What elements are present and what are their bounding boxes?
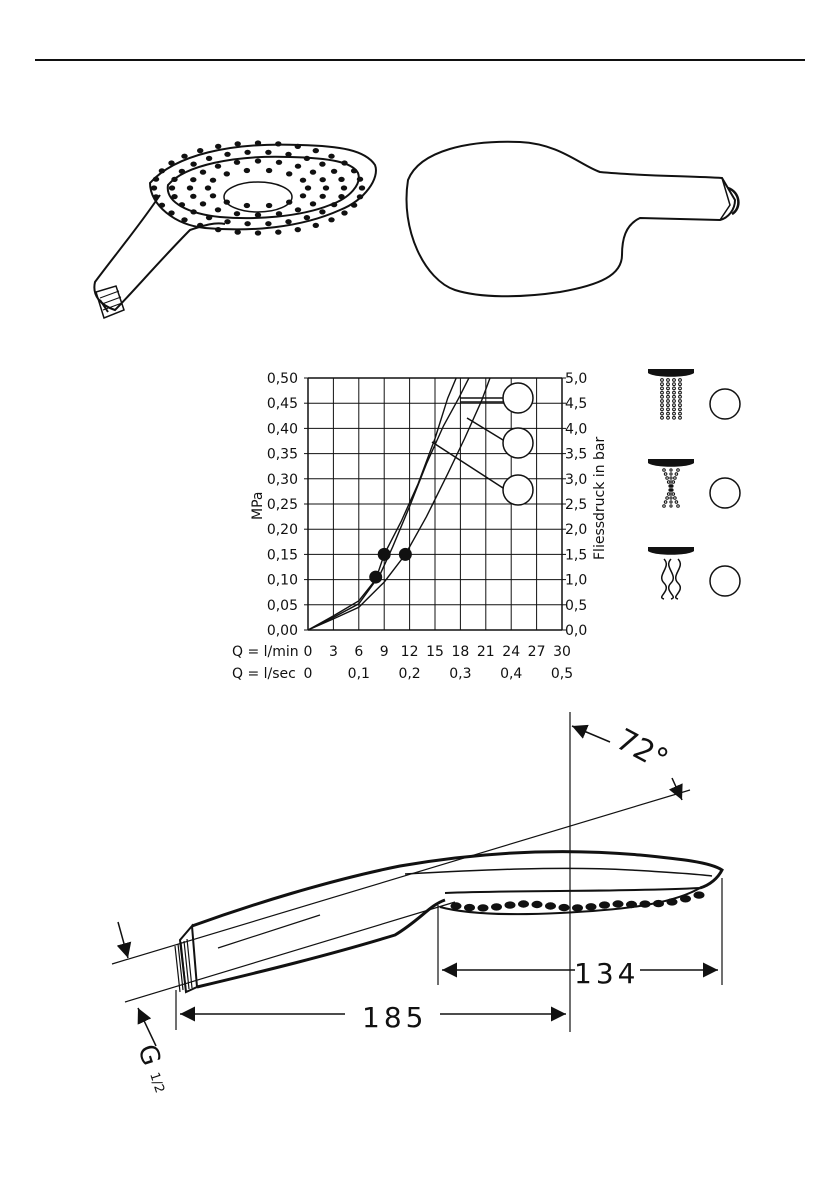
operating-point-marker bbox=[378, 548, 391, 561]
y-left-tick-label: 0,15 bbox=[266, 547, 298, 564]
y-right-tick-label: 4,5 bbox=[565, 396, 588, 413]
hand-shower-back-view bbox=[406, 142, 738, 297]
x2-tick-label: 0,4 bbox=[500, 666, 523, 682]
callout-circle-2 bbox=[503, 428, 533, 458]
x2-tick-label: 0,3 bbox=[449, 666, 472, 682]
dimension-185: 185 bbox=[362, 1001, 428, 1034]
x-tick-label: 9 bbox=[379, 644, 389, 660]
angle-label: 72° bbox=[610, 722, 674, 779]
spray-circle-1 bbox=[710, 389, 740, 419]
y-right-tick-label: 0,0 bbox=[565, 623, 588, 639]
x-tick-label: 30 bbox=[553, 644, 571, 660]
x2-tick-label: 0 bbox=[303, 666, 313, 682]
massage-spray-icon bbox=[648, 547, 694, 599]
x2-tick-label: 0,2 bbox=[398, 666, 421, 682]
spray-circle-2 bbox=[710, 478, 740, 508]
y-right-tick-label: 0,5 bbox=[565, 597, 588, 614]
x-tick-labels bbox=[304, 644, 571, 660]
nozzle-pattern bbox=[151, 140, 365, 235]
y-right-tick-labels bbox=[565, 371, 587, 639]
x-tick-label: 24 bbox=[502, 644, 521, 660]
y-right-tick-label: 5,0 bbox=[565, 371, 588, 387]
y-left-tick-label: 0,00 bbox=[266, 623, 298, 639]
y-left-tick-label: 0,45 bbox=[266, 396, 298, 413]
y-right-tick-label: 2,5 bbox=[565, 497, 588, 513]
x-tick-label: 3 bbox=[328, 644, 338, 660]
y-left-tick-labels bbox=[267, 371, 298, 639]
spray-circle-3 bbox=[710, 566, 740, 596]
callout-circle-3 bbox=[503, 475, 533, 505]
x-axis-label: Q = l/min bbox=[232, 644, 299, 660]
x2-axis-label: Q = l/sec bbox=[232, 666, 296, 682]
chart-grid bbox=[304, 378, 566, 630]
operating-point-marker bbox=[369, 571, 382, 584]
callout-leaders bbox=[432, 398, 503, 488]
dimension-134: 134 bbox=[574, 957, 640, 990]
y-left-tick-label: 0,35 bbox=[266, 446, 298, 463]
x-tick-label: 6 bbox=[354, 644, 364, 660]
y-left-tick-label: 0,30 bbox=[266, 471, 298, 488]
callout-circle-1 bbox=[503, 383, 533, 413]
x-tick-label: 0 bbox=[303, 644, 313, 660]
center-disc bbox=[224, 182, 292, 212]
x-tick-label: 15 bbox=[426, 644, 444, 660]
y-left-tick-label: 0,05 bbox=[266, 597, 298, 614]
y-right-axis-label: Fliessdruck in bar bbox=[592, 436, 608, 560]
y-left-tick-label: 0,40 bbox=[266, 421, 298, 438]
thread-size-label: 1/2 bbox=[146, 1070, 167, 1096]
y-right-tick-label: 4,0 bbox=[565, 421, 588, 438]
crossed-spray-icon bbox=[648, 459, 694, 507]
y-right-tick-label: 3,0 bbox=[565, 471, 588, 488]
rain-spray-icon bbox=[648, 369, 694, 419]
x2-tick-label: 0,5 bbox=[550, 666, 574, 682]
x-tick-label: 12 bbox=[400, 644, 419, 660]
operating-point-marker bbox=[399, 548, 412, 561]
x-tick-label: 27 bbox=[527, 644, 546, 660]
chart-markers bbox=[369, 548, 412, 584]
x2-tick-labels bbox=[304, 666, 574, 682]
thread-label: G bbox=[131, 1040, 167, 1070]
dimension-arrows bbox=[118, 726, 718, 1046]
spray-mode-legend bbox=[648, 369, 740, 599]
y-left-tick-label: 0,20 bbox=[266, 522, 298, 539]
y-left-axis-label: MPa bbox=[250, 491, 266, 520]
y-right-tick-label: 2,0 bbox=[565, 522, 588, 539]
y-left-tick-label: 0,25 bbox=[266, 497, 298, 513]
x-tick-label: 21 bbox=[476, 644, 495, 660]
y-left-tick-label: 0,10 bbox=[266, 572, 298, 589]
y-right-tick-label: 1,0 bbox=[565, 572, 588, 589]
x2-tick-label: 0,1 bbox=[347, 666, 370, 682]
x-tick-label: 18 bbox=[451, 644, 470, 660]
y-right-tick-label: 1,5 bbox=[565, 547, 588, 564]
y-left-tick-label: 0,50 bbox=[266, 371, 298, 387]
y-right-tick-label: 3,5 bbox=[565, 446, 588, 463]
flow-pressure-chart bbox=[232, 371, 608, 682]
